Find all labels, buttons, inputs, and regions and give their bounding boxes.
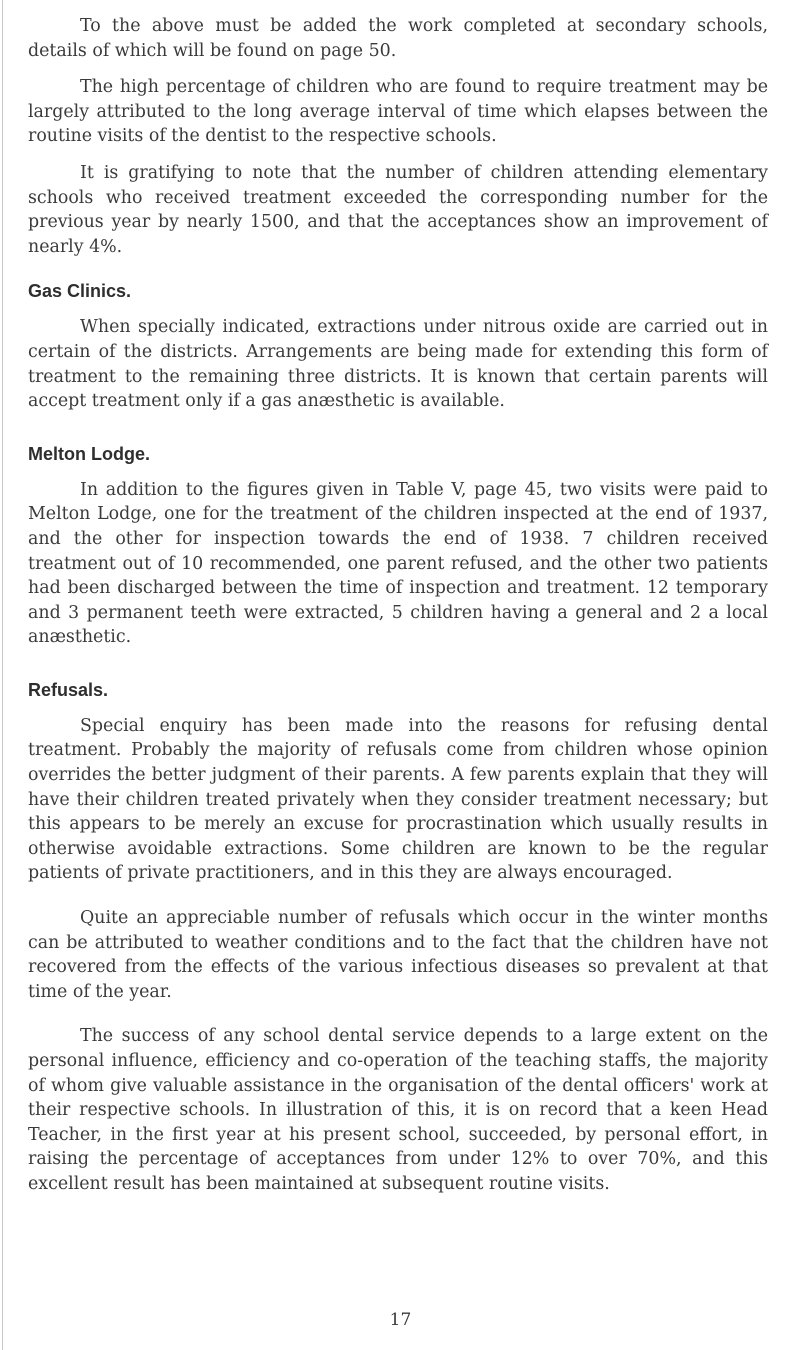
refusals-paragraph-winter: Quite an appreciable number of refusals which occur in the winter months can be attributed to weather conditions and to the fact that the children have not recovered from the effects of the various infectious diseases so prevalent at that time of the year. [28,908,768,1002]
refusals-paragraph-enquiry: Special enquiry has been made into the reasons for refusing dental treatment. Probably the majority of refusals come from children whose opinion overrides the better judgment of their parents. A few parents explain that they will have their children treated privately when they consider treatment necessary; but this appears to be merely an excuse for procrastination which usually results in otherwise avoidable extractions. Some children are known to be the regular patients of private practitioners, and in this they are always encouraged. [28,715,768,884]
page-content [28,14,768,1197]
heading-melton-lodge: Melton Lodge. [28,443,150,464]
page-number: 17 [389,1310,412,1330]
intro-paragraph-secondary-schools: To the above must be added the work completed at secondary schools, details of which will be found on page 50. [28,16,768,61]
refusals-paragraph-teaching-staff: The success of any school dental service depends to a large extent on the personal influence, efficiency and co-operation of the teaching staffs, the majority of whom give valuable assistance in the organisation of the dental officers' work at their respective schools. In illustration of this, it is on record that a keen Head Teacher, in the first year at his present school, succeeded, by personal effort, in raising the percentage of acceptances from under 12% to over 70%, and this excellent result has been maintained at subsequent routine visits. [28,1026,768,1194]
melton-lodge-paragraph: In addition to the figures given in Table V, page 45, two visits were paid to Melton Lodge, one for the treatment of the children inspected at the end of 1937, and the other for inspection towards the end of 1938. 7 children received treatment out of 10 recommended, one parent refused, and the other two patients had been discharged between the time of inspection and treatment. 12 temporary and 3 permanent teeth were extracted, 5 children having a general and 2 a local anæsthetic. [28,479,768,648]
intro-paragraph-treatment-interval: The high percentage of children who are found to require treatment may be largely attributed to the long average interval of time which elapses between the routine visits of the dentist to the respective schools. [28,77,768,147]
heading-refusals: Refusals. [28,679,109,700]
intro-paragraph-improvement: It is gratifying to note that the number of children attending elementary schools who received treatment exceeded the corresponding number for the previous year by nearly 1500, and that the acceptances show an improvement of nearly 4%. [28,162,768,257]
heading-gas-clinics: Gas Clinics. [28,281,132,302]
binding-edge-line [2,0,3,1350]
gas-clinics-paragraph: When specially indicated, extractions under nitrous oxide are carried out in certain of the districts. Arrangements are being made for extending this form of treatment to the remaining three districts. It is known that certain parents will accept treatment only if a gas anæsthetic is available. [28,317,768,412]
